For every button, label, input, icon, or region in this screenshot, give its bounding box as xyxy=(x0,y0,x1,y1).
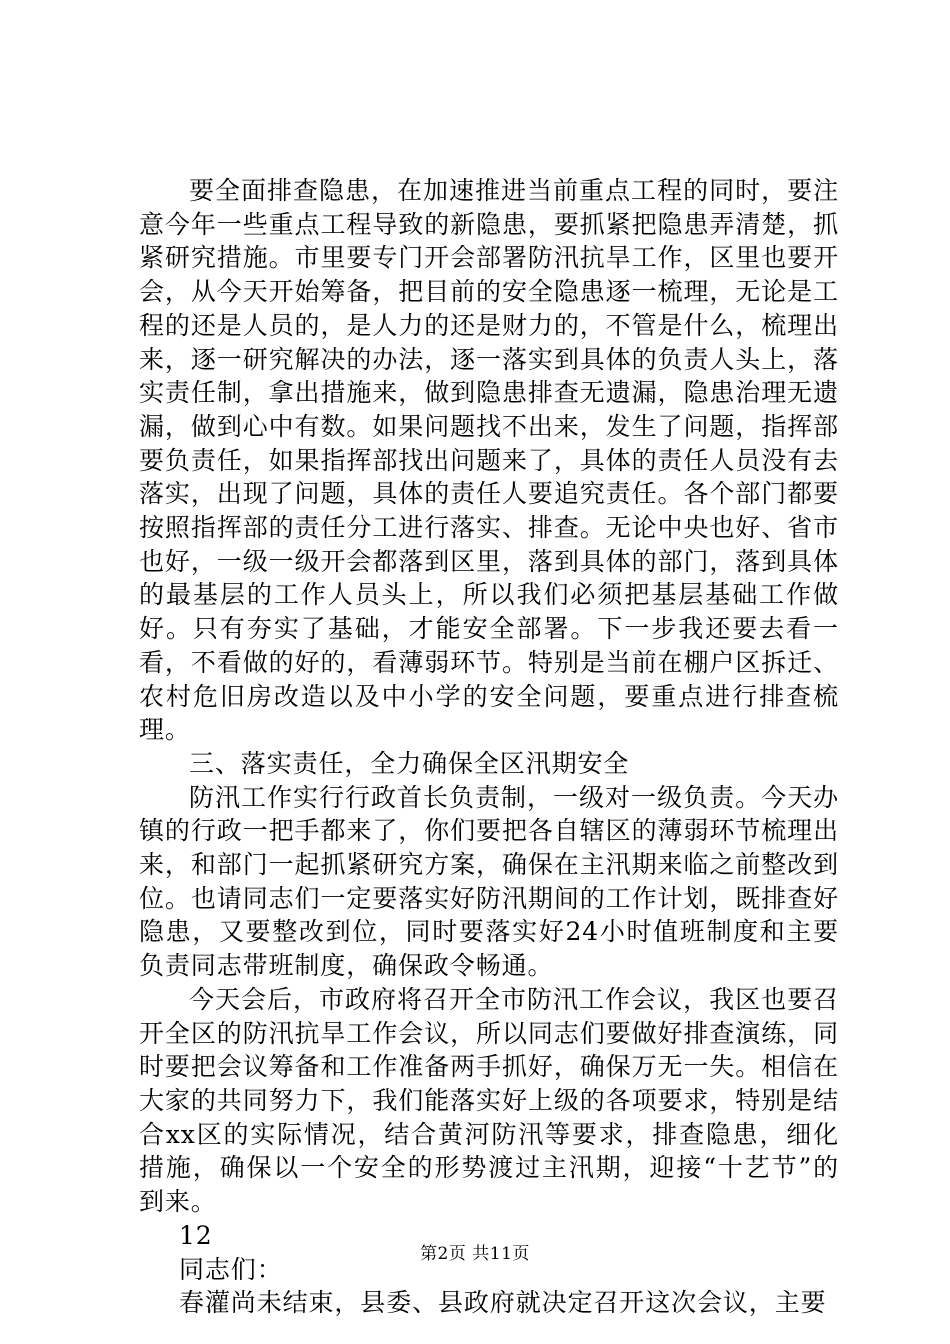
paragraph-hazard-inspection: 要全面排查隐患，在加速推进当前重点工程的同时，要注意今年一些重点工程导致的新隐患，要抓紧把隐患弄清楚，抓紧研究措施。市里要专门开会部署防汛抗旱工作，区里也要开会，从今天开始筹备，把目前的安全隐患逐一梳理，无论是工程的还是人员的，是人力的还是财力的，不管是什么，梳理出来，逐一研究解决的办法，逐一落实到具体的负责人头上，落实责任制，拿出措施来，做到隐患排查无遗漏，隐患治理无遗漏，做到心中有数。如果问题找不出来，发生了问题，指挥部要负责任，如果指挥部找出问题来了，具体的责任人员没有去落实，出现了问题，具体的责任人要追究责任。各个部门都要按照指挥部的责任分工进行落实、排查。无论中央也好、省市也好，一级一级开会都落到区里，落到具体的部门，落到具体的最基层的工作人员头上，所以我们必须把基层基础工作做好。只有夯实了基础，才能安全部署。下一步我还要去看一看，不看做的好的，看薄弱环节。特别是当前在棚户区拆迁、农村危旧房改造以及中小学的安全问题，要重点进行排查梳理。 xyxy=(139,176,839,745)
section-heading-responsibility: 三、落实责任，全力确保全区汛期安全 xyxy=(189,748,630,778)
paragraph-after-meeting: 今天会后，市政府将召开全市防汛工作会议，我区也要召开全区的防汛抗旱工作会议，所以同志们要做好排查演练，同时要把会议筹备和工作准备两手抓好，确保万无一失。相信在大家的共同努力下，我们能落实好上级的各项要求，特别是结合xx区的实际情况，结合黄河防汛等要求，排查隐患，细化措施，确保以一个安全的形势渡过主汛期，迎接“十艺节”的到来。 xyxy=(139,984,839,1217)
paragraph-flood-control-responsibility: 防汛工作实行行政首长负责制，一级对一级负责。今天办镇的行政一把手都来了，你们要把各自辖区的薄弱环节梳理出来，和部门一起抓紧研究方案，确保在主汛期来临之前整改到位。也请同志们一定要落实好防汛期间的工作计划，既排查好隐患，又要整改到位，同时要落实好24小时值班制度和主要负责同志带班制度，确保政令畅通。 xyxy=(139,782,839,981)
section-number: 12 xyxy=(179,1220,213,1250)
page-indicator: 第2页 共11页 xyxy=(420,1244,530,1264)
salutation: 同志们： xyxy=(179,1254,283,1284)
document-body xyxy=(139,174,839,1320)
paragraph-spring-irrigation: 春灌尚未结束，县委、县政府就决定召开这次会议，主要 xyxy=(179,1288,827,1318)
